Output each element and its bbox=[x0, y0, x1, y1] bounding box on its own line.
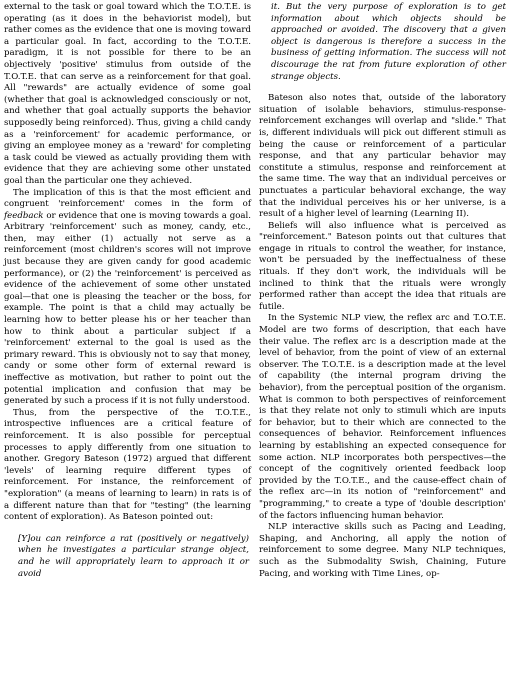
paragraph-systemic-nlp: In the Systemic NLP view, the reflex arc and T.O.T.E. Model are two forms of description, that each have their value. The reflex arc is a description made at the level of behavior, from the point of view of an external observer. The T.O.T.E. is a description made at the level of capability (the internal program driving the behavior), from the perceptual position of the organism. What is common to both perspectives of reinforcement is that they relate not only to stimuli which are inputs for behavior, but to their which are connected to the consequences of behavior. Reinforcement influences learning by establishing an expected consequence for some action. NLP incorporates both perspectives—the concept of the cognitively oriented feedback loop provided by the T.O.T.E., and the cause-effect chain of the reflex arc—in its notion of "reinforcement" and "programming," to create a type of 'double description' of the factors influencing human behavior. bbox=[259, 313, 506, 521]
left-column bbox=[4, 2, 251, 580]
spacer bbox=[259, 83, 506, 93]
paragraph-tote-evidence: external to the task or goal toward which the T.O.T.E. is operating (as it does in the behaviorist model), but rather comes as the evidence that one is moving toward a particular goal. In fact, according to the T.O.T.E. paradigm, it is not possible for there to be an objectively 'positive' stimulus from outside of the T.O.T.E. that can serve as a reinforcement for that goal. All "rewards" are actually evidence of some goal (whether that goal is acknowledged consciously or not, and whether that goal actually supports the behavior supposedly being reinforced). Thus, giving a child candy as a 'reinforcement' for academic performance, or giving an employee money as a 'reward' for completing a task could be viewed as actually providing them with evidence that they are achieving some other unstated goal than the particular one they achieved. bbox=[4, 2, 251, 186]
right-column bbox=[259, 2, 506, 580]
text-run: The implication of this is that the most efficient and congruent 'reinforcement' comes in the form of bbox=[4, 187, 251, 210]
paragraph-interactive-skills: NLP interactive skills such as Pacing and Leading, Shaping, and Anchoring, all apply the notion of reinforcement to some degree. Many NLP techniques, such as the Submodality Swish, Chaining, Future Pacing, and working with Time Lines, op- bbox=[259, 522, 506, 579]
bateson-quote-end: it. But the very purpose of exploration is to get information about which objects should be approached or avoided. The discovery that a given object is dangerous is therefore a success in the business of getting information. The success will not discourage the rat from future exploration of other strange objects. bbox=[271, 2, 506, 82]
paragraph-bateson-overlap: Bateson also notes that, outside of the laboratory situation of isolable behaviors, stimulus-response-reinforcement exchanges will overlap and "slide." That is, different individuals will pick out different stimuli as being the cause or reinforcement of a particular response, and that any particular behavior may constitute a stimulus, response and reinforcement at the same time. The way that an individual perceives or punctuates a particular behavioral exchange, the way that the individual perceives his or her universe, is a result of a higher level of learning (Learning II). bbox=[259, 93, 506, 220]
paragraph-introspective-influences: Thus, from the perspective of the T.O.T.E., introspective influences are a critical feature of reinforcement. It is also possible for perceptual processes to apply differently from one situation to another. Gregory Bateson (1972) argued that different 'levels' of learning require different types of reinforcement. For instance, the reinforcement of "exploration" (a means of learning to learn) in rats is of a different nature than that for "testing" (the learning content of exploration). As Bateson pointed out: bbox=[4, 407, 251, 523]
bateson-quote-start: [Y]ou can reinforce a rat (positively or negatively) when he investigates a particular strange object, and he will appropriately learn to approach it or avoid bbox=[18, 533, 249, 579]
paragraph-feedback-implication bbox=[4, 188, 251, 408]
paragraph-beliefs: Beliefs will also influence what is perceived as "reinforcement." Bateson points out that cultures that engage in rituals to control the weather, for instance, won't be persuaded by the ineffectualness of these rituals. If they don't work, the individuals will be inclined to think that the rituals were wrongly performed rather than accept the idea that rituals are futile. bbox=[259, 220, 506, 312]
text-run: or evidence that one is moving towards a goal. Arbitrary 'reinforcement' such as money, candy, etc., then, may either (1) actually not serve as a reinforcement (most children's scores will not improve just because they are given candy for good academic performance), or (2) the 'reinforcement' is perceived as evidence of the achievement of some other unstated goal—that one is pleasing the teacher or the boss, for example. The point is that a child may actually be learning how to better please his or her teacher than how to think about a particular subject if a 'reinforcement' external to the goal is used as the primary reward. This is obviously not to say that money, candy or some other form of external reward is ineffective as motivation, but rather to point out the potential implication and confusion that may be generated by such a process if it is not fully understood. bbox=[4, 210, 251, 407]
emphasis-feedback: feedback bbox=[4, 210, 44, 221]
